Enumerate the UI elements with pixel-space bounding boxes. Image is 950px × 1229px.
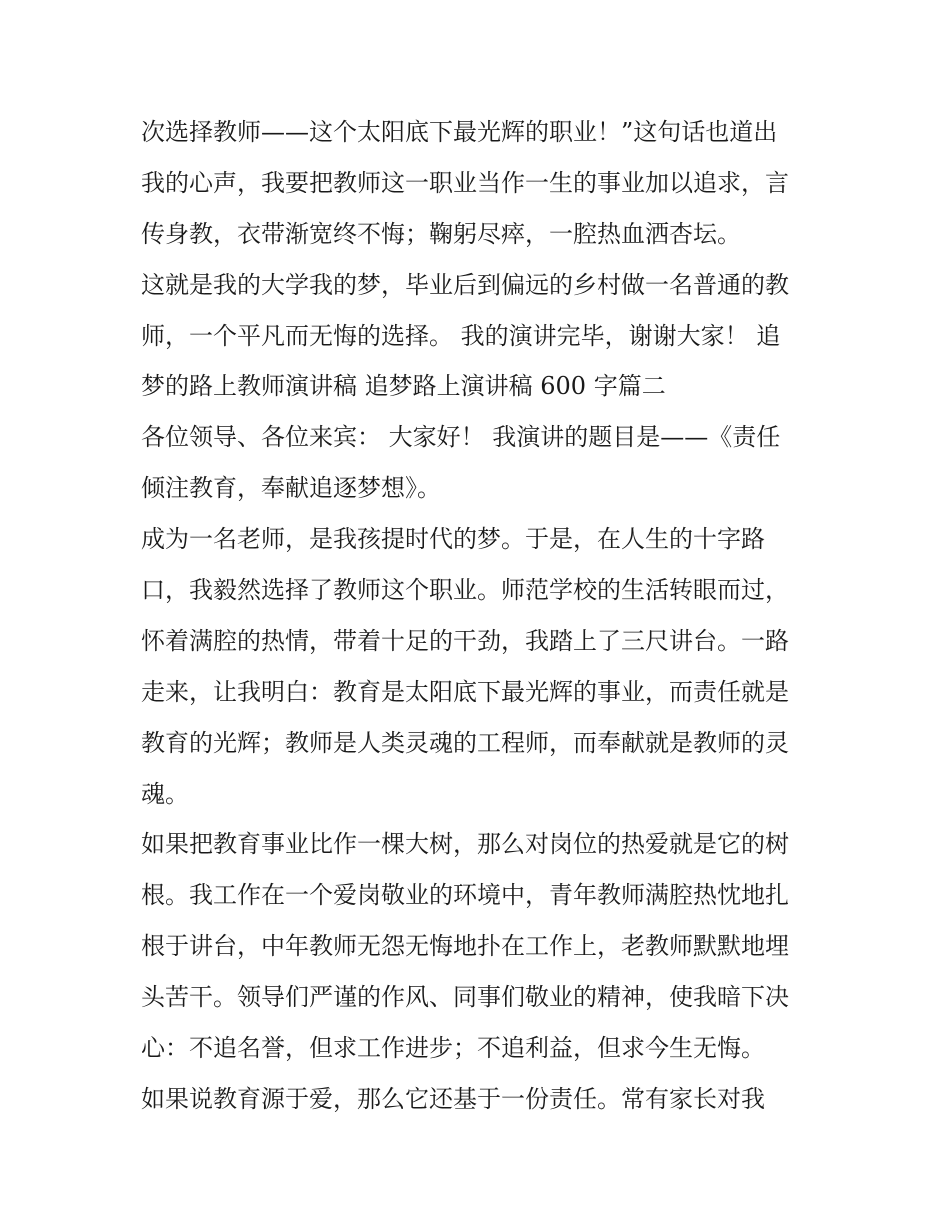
text-line-14: 魂。 — [141, 779, 189, 808]
text-line-1: 次选择教师——这个太阳底下最光辉的职业！”这句话也道出 — [141, 118, 778, 146]
text-line-8: 倾注教育，奉献追逐梦想》。 — [141, 474, 441, 503]
text-line-3: 传身教，衣带渐宽终不悔；鞠躬尽瘁，一腔热血洒杏坛。 — [141, 219, 741, 248]
text-line-15: 如果把教育事业比作一棵大树，那么对岗位的热爱就是它的树 — [141, 830, 789, 859]
text-line-12: 走来，让我明白：教育是太阳底下最光辉的事业，而责任就是 — [141, 677, 789, 706]
text-line-5: 师，一个平凡而无悔的选择。 我的演讲完毕，谢谢大家！ 追 — [141, 321, 781, 350]
text-line-2: 我的心声，我要把教师这一职业当作一生的事业加以追求，言 — [141, 168, 789, 197]
text-line-20: 如果说教育源于爱，那么它还基于一份责任。常有家长对我 — [141, 1084, 765, 1113]
text-line-4: 这就是我的大学我的梦，毕业后到偏远的乡村做一名普通的教 — [141, 270, 789, 299]
text-line-17: 根于讲台，中年教师无怨无悔地扑在工作上，老教师默默地埋 — [141, 932, 789, 961]
text-line-10: 口，我毅然选择了教师这个职业。师范学校的生活转眼而过， — [141, 576, 789, 605]
text-line-6: 梦的路上教师演讲稿 追梦路上演讲稿 600 字篇二 — [141, 372, 666, 401]
text-line-11: 怀着满腔的热情，带着十足的干劲，我踏上了三尺讲台。一路 — [141, 626, 789, 655]
text-line-13: 教育的光辉；教师是人类灵魂的工程师，而奉献就是教师的灵 — [141, 728, 789, 757]
text-line-19: 心：不追名誉，但求工作进步；不追利益，但求今生无悔。 — [141, 1034, 765, 1063]
text-line-7: 各位领导、各位来宾： 大家好！ 我演讲的题目是——《责任 — [141, 423, 781, 452]
body-text — [141, 107, 821, 1125]
text-line-18: 头苦干。领导们严谨的作风、同事们敬业的精神，使我暗下决 — [141, 983, 789, 1012]
text-line-9: 成为一名老师，是我孩提时代的梦。于是，在人生的十字路 — [141, 525, 765, 554]
text-line-16: 根。我工作在一个爱岗敬业的环境中，青年教师满腔热忱地扎 — [141, 881, 789, 910]
